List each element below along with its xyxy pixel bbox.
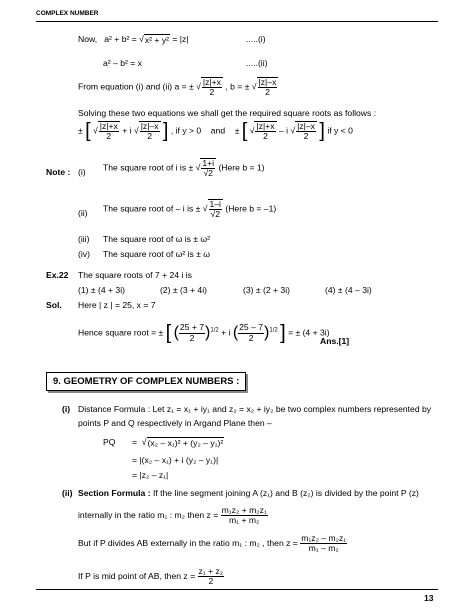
note-ii-num: (ii): [78, 208, 88, 218]
note-iv-num: (iv): [78, 249, 90, 259]
equation-1: [78, 34, 189, 45]
example-label: Ex.22: [46, 270, 69, 280]
section-9-heading: 9. GEOMETRY OF COMPLEX NUMBERS :: [46, 372, 246, 391]
solution-text: Here | z | = 25, x = 7: [78, 300, 156, 310]
from-equation-line: From equation (i) and (ii) a = ± √ $\frac{|z|+x}{2}$ , b = ± √ $\frac{|z|-x}{2}$: [78, 77, 277, 98]
example-question: The square roots of 7 + 24 i is: [78, 270, 192, 280]
eq1-lhs: a² + b² =: [104, 34, 137, 44]
note-iv: The square root of ω² is ± ω: [103, 249, 210, 259]
option-4: (4) ± (4 – 3i): [325, 285, 372, 295]
from-eq-text2: , b = ±: [225, 81, 250, 92]
eq2-tag: .....(ii): [246, 58, 268, 68]
distance-line1: Distance Formula : Let z₁ = x₁ + iy₁ and z₂ = x₂ + iy₂ be two complex numbers represented by: [78, 404, 432, 414]
page-number: 13: [424, 593, 434, 603]
eq1-lead: Now,: [78, 34, 98, 44]
eq1-rhs: = |z|: [172, 34, 189, 44]
section-external: But if P divides AB externally in the ratio m₁ : m₂ , then z = $\frac{\text{m₁z₂ – m₂z₁}}{\text{m₁ – m₂}}$: [78, 533, 347, 554]
footer-rule: [36, 589, 438, 590]
equation-2: a² – b² = x: [103, 58, 142, 68]
solution-square-root: Hence square root = ± [ ( $\frac{25 + 7}{2}$ )$^{1/2}$ + i ( $\frac{25 - 7}{2}$ )$^{1/2}$ ] = ± (4 + 3i): [78, 322, 330, 344]
note-i: The square root of i is ± √ $\frac{1+i}{√2}$ (Here b = 1): [103, 158, 265, 179]
note-iii: The square root of ω is ± ω²: [103, 234, 210, 244]
pq-label: PQ: [103, 437, 116, 447]
pq-eq-a: = √(x₂ – x₁)² + (y₂ – y₁)²: [132, 437, 224, 449]
option-3: (3) ± (2 + 3i): [243, 285, 290, 295]
running-header: COMPLEX NUMBER: [36, 10, 99, 17]
eq1-radical: √x² + y²: [139, 34, 169, 46]
from-eq-fraction-b: $\frac{|z|-x}{2}$: [258, 77, 277, 98]
note-label: Note :: [46, 167, 71, 177]
section-internal: internally in the ratio m₁ : m₂ then z = $\frac{\text{m₁z₂ + m₂z₁}}{\text{m₁ + m₂}}$: [78, 505, 267, 526]
section-line1: Section Formula : If the line segment joining A (z₁) and B (z₂) is divided by the point P (z): [78, 488, 419, 498]
from-eq-fraction-a: $\frac{|z|+x}{2}$: [202, 77, 221, 98]
solving-text: Solving these two equations we shall get the required square roots as follows :: [78, 108, 377, 118]
option-1: (1) ± (4 + 3i): [78, 285, 125, 295]
note-iii-num: (iii): [78, 234, 90, 244]
from-eq-text1: From equation (i) and (ii) a = ±: [78, 81, 194, 92]
distance-line2: points P and Q respectively in Argand Plane then –: [78, 418, 272, 428]
section-midpoint: If P is mid point of AB, then z = $\frac{\text{z₁ + z₂}}{2}$: [78, 566, 224, 587]
answer-label: Ans.[1]: [320, 336, 350, 346]
section-num: (ii): [62, 488, 73, 498]
square-roots-formula: ± [ √ $\frac{|z|+x}{2}$ + i √ $\frac{|z|-x}{2}$ ] , if y > 0 and ± [ √ $\frac{|z|+x}{2}$ – i √ $\frac{|z|-x}{2}$ ] if y < 0: [78, 120, 353, 143]
pq-eq-c: = |z₂ – z₁|: [132, 470, 169, 480]
distance-num: (i): [62, 404, 71, 414]
eq1-tag: .....(i): [246, 34, 266, 44]
pq-eq-b: = |(x₂ – x₁) + i (y₂ – y₁)|: [132, 455, 219, 465]
note-i-num: (i): [78, 167, 86, 177]
solution-label: Sol.: [46, 300, 62, 310]
option-2: (2) ± (3 + 4i): [160, 285, 207, 295]
note-ii: The square root of – i is ± √ $\frac{1-i}{√2}$ (Here b = –1): [103, 199, 277, 220]
header-rule: [36, 21, 438, 22]
